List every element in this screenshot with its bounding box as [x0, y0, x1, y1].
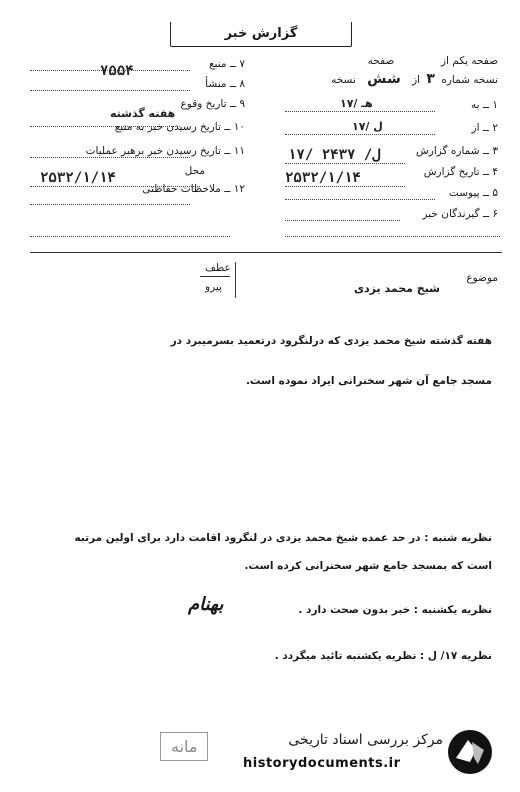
field-attachment-line [285, 199, 435, 200]
subject-value: شیخ محمد یزدی [353, 282, 440, 295]
copy-line [331, 73, 498, 87]
atf-line [200, 276, 230, 277]
field-from-value: ۱۷/ ل [352, 120, 383, 133]
field-occurrence-label: ۹ ــ تاریخ وقوع [180, 98, 245, 110]
field-report-date-label: ۴ ــ تاریخ گزارش [423, 166, 498, 178]
field-security-label: ۱۲ ــ ملاحظات حفاظتی [142, 183, 245, 195]
page-label-text: صفحه یکم از [440, 55, 498, 67]
field-origin-value: ۷۵۵۴ [100, 63, 134, 79]
field-ops-date-label: ۱۱ ــ تاریخ رسیدن خبر برهبر عملیات [85, 145, 245, 157]
field-security-line-2 [30, 236, 230, 237]
field-report-date-value: ۲۵۳۲/۱/۱۴ [285, 170, 361, 186]
field-report-number-label: ۳ ــ شماره گزارش [415, 145, 498, 157]
field-place-label: محل [184, 165, 205, 177]
copy-from: از [412, 74, 421, 86]
copy-suffix: نسخه [331, 74, 356, 86]
handwritten-mark: بهنام [188, 594, 224, 615]
comment-source-line-2: است که بمسجد جامع شهر سخنرانی کرده است. [244, 560, 492, 572]
copy-number: ۳ [426, 71, 435, 87]
field-to-label: ۱ ــ به [470, 99, 498, 111]
field-occurrence-value: هفته گذشته [110, 107, 176, 120]
atf-label: عطف [205, 262, 231, 274]
field-report-date-line [285, 186, 405, 187]
field-report-number-line [285, 163, 405, 164]
body-line-2: مسجد جامع آن شهر سخنرانی ایراد نموده است. [245, 375, 492, 387]
copy-total: شش [367, 71, 401, 87]
subject-label: موضوع [466, 272, 498, 284]
field-attachment-label: ۵ ــ پیوست [448, 187, 498, 199]
field-recipients-line-2 [285, 236, 500, 237]
watermark-title: مرکز بررسی اسناد تاریخی [288, 732, 443, 748]
field-origin-label: ۸ ــ منشأ [205, 78, 245, 90]
field-to-value: ۱۷/ هـ [340, 97, 373, 110]
watermark-url: historydocuments.ir [243, 756, 401, 771]
field-recipients-line [285, 220, 400, 221]
field-recipients-label: ۶ ــ گیرندگان خبر [422, 208, 498, 220]
watermark-logo-icon [446, 728, 494, 776]
page-label [368, 55, 498, 68]
field-ops-date-line [30, 157, 190, 158]
field-report-number-value: ۱۷/ ل/ ۲۴۳۷ [288, 147, 381, 163]
field-to-line [285, 111, 435, 112]
report-title: گزارش خبر [170, 22, 352, 47]
comment-source-line-1: نظریه شنبه : در حد عمده شیخ محمد یزدی در لنگرود اقامت دارد برای اولین مرتبه [74, 532, 492, 544]
comment-case: نظریه یکشنبه : خبر بدون صحت دارد . [298, 604, 492, 616]
field-place-value: ۲۵۳۲/۱/۱۴ [40, 170, 116, 186]
page-suffix-text: صفحه [367, 55, 395, 67]
field-source-label: ۷ ــ منبع [208, 58, 245, 70]
archive-stamp: مانه [160, 732, 208, 761]
field-source-date-label: ۱۰ ــ تاریخ رسیدن خبر به منبع [114, 121, 245, 133]
field-security-line [30, 204, 190, 205]
field-from-label: ۲ ــ از [471, 122, 498, 134]
field-from-line [285, 134, 435, 135]
section-divider [30, 252, 502, 253]
comment-final: نظریه ۱۷/ ل : نظریه یکشنبه تائید میگردد . [274, 650, 492, 662]
field-origin-line [30, 90, 190, 91]
copy-label: نسخه شماره [441, 74, 498, 86]
atf-divider [235, 262, 236, 298]
body-line-1: هفته گذشته شیخ محمد یزدی که درلنگرود درتعمید بسرمیبرد در [170, 335, 492, 347]
peyro-label: پیرو [205, 281, 222, 293]
